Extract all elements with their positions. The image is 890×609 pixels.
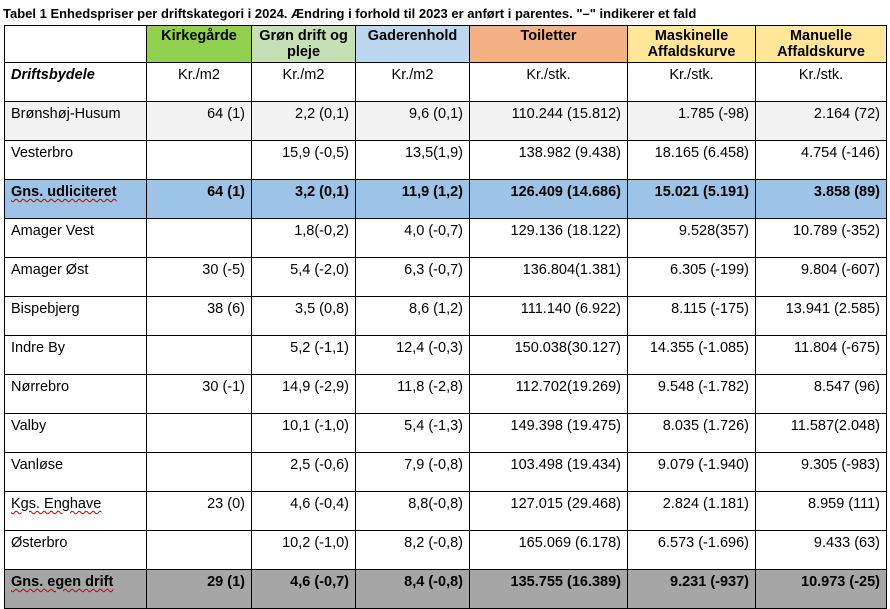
value-cell: 8.115 (-175) xyxy=(628,297,756,336)
value-cell: 2.824 (1.181) xyxy=(628,492,756,531)
table-row xyxy=(5,141,887,180)
row-label-cell: Vesterbro xyxy=(5,141,147,180)
value-cell: 12,4 (-0,3) xyxy=(356,336,470,375)
row-label-cell: Nørrebro xyxy=(5,375,147,414)
value-cell: 5,4 (-1,3) xyxy=(356,414,470,453)
value-cell: 10.973 (-25) xyxy=(756,570,887,609)
units-label: Driftsbydele xyxy=(5,63,147,102)
unit-cell: Kr./stk. xyxy=(756,63,887,102)
table-row xyxy=(5,297,887,336)
table-row xyxy=(5,570,887,609)
value-cell: 9.079 (-1.940) xyxy=(628,453,756,492)
row-label-cell: Amager Vest xyxy=(5,219,147,258)
table-row xyxy=(5,336,887,375)
value-cell: 8,8(-0,8) xyxy=(356,492,470,531)
value-cell: 8,6 (1,2) xyxy=(356,297,470,336)
value-cell: 9.231 (-937) xyxy=(628,570,756,609)
spellcheck-word: Gns. udliciteret xyxy=(11,184,117,200)
value-cell: 149.398 (19.475) xyxy=(470,414,628,453)
value-cell: 11,8 (-2,8) xyxy=(356,375,470,414)
row-label-cell: Indre By xyxy=(5,336,147,375)
value-cell: 64 (1) xyxy=(147,180,252,219)
table-row xyxy=(5,180,887,219)
value-cell: 2,5 (-0,6) xyxy=(252,453,356,492)
value-cell: 4,0 (-0,7) xyxy=(356,219,470,258)
row-label-cell: Østerbro xyxy=(5,531,147,570)
unit-price-table xyxy=(4,25,887,609)
value-cell: 5,4 (-2,0) xyxy=(252,258,356,297)
value-cell: 2.164 (72) xyxy=(756,102,887,141)
value-cell: 8.035 (1.726) xyxy=(628,414,756,453)
value-cell: 8.959 (111) xyxy=(756,492,887,531)
value-cell: 111.140 (6.922) xyxy=(470,297,628,336)
row-label-cell: Amager Øst xyxy=(5,258,147,297)
value-cell: 4,6 (-0,4) xyxy=(252,492,356,531)
value-cell: 18.165 (6.458) xyxy=(628,141,756,180)
value-cell: 127.015 (29.468) xyxy=(470,492,628,531)
spellcheck-word: Kgs. Enghave xyxy=(11,496,102,512)
value-cell: 129.136 (18.122) xyxy=(470,219,628,258)
header-maskinelle-affaldskurve: Maskinelle Affaldskurve xyxy=(628,26,756,63)
value-cell: 11,9 (1,2) xyxy=(356,180,470,219)
value-cell: 29 (1) xyxy=(147,570,252,609)
value-cell: 135.755 (16.389) xyxy=(470,570,628,609)
value-cell: 3,2 (0,1) xyxy=(252,180,356,219)
header-gaderenhold: Gaderenhold xyxy=(356,26,470,63)
value-cell: 30 (-1) xyxy=(147,375,252,414)
spellcheck-word: Gns. egen drift xyxy=(11,574,114,590)
value-cell xyxy=(147,219,252,258)
value-cell: 14,9 (-2,9) xyxy=(252,375,356,414)
value-cell: 103.498 (19.434) xyxy=(470,453,628,492)
row-label-cell xyxy=(5,180,147,219)
table-row xyxy=(5,102,887,141)
header-cell-empty xyxy=(5,26,147,63)
value-cell: 9.528(357) xyxy=(628,219,756,258)
value-cell xyxy=(147,414,252,453)
row-label-cell xyxy=(5,570,147,609)
value-cell: 8,4 (-0,8) xyxy=(356,570,470,609)
row-label-cell: Bispebjerg xyxy=(5,297,147,336)
value-cell: 4,6 (-0,7) xyxy=(252,570,356,609)
value-cell: 15.021 (5.191) xyxy=(628,180,756,219)
unit-cell: Kr./stk. xyxy=(470,63,628,102)
header-manuelle-affaldskurve: Manuelle Affaldskurve xyxy=(756,26,887,63)
value-cell xyxy=(147,336,252,375)
row-label-cell xyxy=(5,492,147,531)
value-cell: 138.982 (9.438) xyxy=(470,141,628,180)
value-cell: 6.305 (-199) xyxy=(628,258,756,297)
value-cell xyxy=(147,141,252,180)
value-cell: 126.409 (14.686) xyxy=(470,180,628,219)
value-cell: 110.244 (15.812) xyxy=(470,102,628,141)
header-kirkegaarde: Kirkegårde xyxy=(147,26,252,63)
row-label-cell: Brønshøj-Husum xyxy=(5,102,147,141)
value-cell: 14.355 (-1.085) xyxy=(628,336,756,375)
value-cell: 5,2 (-1,1) xyxy=(252,336,356,375)
header-groen-drift: Grøn drift og pleje xyxy=(252,26,356,63)
value-cell: 9,6 (0,1) xyxy=(356,102,470,141)
value-cell: 15,9 (-0,5) xyxy=(252,141,356,180)
value-cell: 11.804 (-675) xyxy=(756,336,887,375)
table-row xyxy=(5,258,887,297)
value-cell: 4.754 (-146) xyxy=(756,141,887,180)
value-cell: 150.038(30.127) xyxy=(470,336,628,375)
unit-cell: Kr./m2 xyxy=(252,63,356,102)
header-toiletter: Toiletter xyxy=(470,26,628,63)
value-cell: 1,8(-0,2) xyxy=(252,219,356,258)
value-cell: 3.858 (89) xyxy=(756,180,887,219)
value-cell xyxy=(147,531,252,570)
value-cell: 136.804(1.381) xyxy=(470,258,628,297)
table-caption: Tabel 1 Enhedspriser per driftskategori i 2024. Ændring i forhold til 2023 er anført i parentes. "–" indikerer et fald xyxy=(3,6,697,21)
value-cell xyxy=(147,453,252,492)
units-row xyxy=(5,63,887,102)
value-cell: 6,3 (-0,7) xyxy=(356,258,470,297)
unit-cell: Kr./stk. xyxy=(628,63,756,102)
unit-cell: Kr./m2 xyxy=(356,63,470,102)
value-cell: 8,2 (-0,8) xyxy=(356,531,470,570)
value-cell: 8.547 (96) xyxy=(756,375,887,414)
value-cell: 9.305 (-983) xyxy=(756,453,887,492)
table-row xyxy=(5,414,887,453)
row-label-cell: Vanløse xyxy=(5,453,147,492)
value-cell: 10.789 (-352) xyxy=(756,219,887,258)
table-row xyxy=(5,531,887,570)
value-cell: 9.433 (63) xyxy=(756,531,887,570)
value-cell: 23 (0) xyxy=(147,492,252,531)
value-cell: 38 (6) xyxy=(147,297,252,336)
value-cell: 1.785 (-98) xyxy=(628,102,756,141)
value-cell: 9.548 (-1.782) xyxy=(628,375,756,414)
value-cell: 13.941 (2.585) xyxy=(756,297,887,336)
value-cell: 64 (1) xyxy=(147,102,252,141)
header-row xyxy=(5,26,887,63)
value-cell: 112.702(19.269) xyxy=(470,375,628,414)
value-cell: 6.573 (-1.696) xyxy=(628,531,756,570)
value-cell: 13,5(1,9) xyxy=(356,141,470,180)
table-row xyxy=(5,375,887,414)
table-row xyxy=(5,219,887,258)
value-cell: 7,9 (-0,8) xyxy=(356,453,470,492)
value-cell: 3,5 (0,8) xyxy=(252,297,356,336)
value-cell: 30 (-5) xyxy=(147,258,252,297)
value-cell: 11.587(2.048) xyxy=(756,414,887,453)
value-cell: 2,2 (0,1) xyxy=(252,102,356,141)
table-row xyxy=(5,492,887,531)
row-label-cell: Valby xyxy=(5,414,147,453)
value-cell: 10,1 (-1,0) xyxy=(252,414,356,453)
unit-cell: Kr./m2 xyxy=(147,63,252,102)
value-cell: 165.069 (6.178) xyxy=(470,531,628,570)
value-cell: 10,2 (-1,0) xyxy=(252,531,356,570)
table-row xyxy=(5,453,887,492)
value-cell: 9.804 (-607) xyxy=(756,258,887,297)
